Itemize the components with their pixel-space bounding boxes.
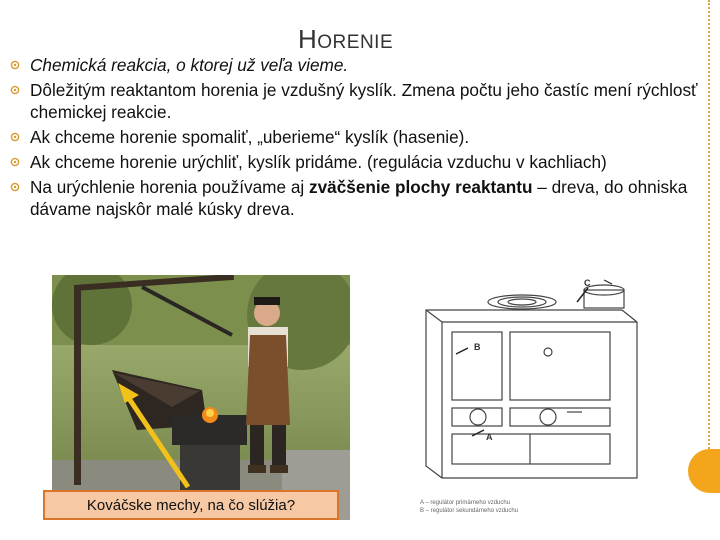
bullet-item	[8, 176, 698, 220]
bullet-text: zväčšenie plochy reaktantu	[308, 177, 533, 197]
bullet-item	[8, 126, 698, 148]
bullet-ring-icon	[10, 85, 20, 95]
bullet-item	[8, 54, 698, 76]
bullet-text: Chemická reakcia, o ktorej už veľa vieme.	[30, 55, 349, 75]
blacksmith-photo	[52, 275, 350, 520]
bullet-text: Dôležitým reaktantom horenia je vzdušný kyslík. Zmena počtu jeho častíc mení rýchlosť chemickej reakcie.	[30, 80, 698, 122]
title-rest: ORENIE	[317, 32, 394, 53]
dotted-line	[708, 0, 710, 452]
slide-title	[298, 24, 393, 55]
bullet-text: – dreva, do ohniska dávame najskôr malé kúsky dreva.	[30, 177, 688, 219]
title-initial: H	[298, 24, 318, 54]
stove-label-a: A	[486, 432, 493, 442]
bullet-item	[8, 151, 698, 173]
stove-label-b: B	[474, 342, 481, 352]
bullet-list	[8, 54, 698, 223]
blacksmith-illustration	[52, 275, 350, 520]
bullet-text: Na urýchlenie horenia používame aj	[30, 177, 309, 197]
bullet-ring-icon	[10, 182, 20, 192]
bullet-text: Ak chceme horenie urýchliť, kyslík pridáme. (regulácia vzduchu v kachliach)	[30, 152, 607, 172]
bullet-ring-icon	[10, 157, 20, 167]
bullet-item	[8, 79, 698, 123]
legend-line-a: A – regulátor primárneho vzduchu	[420, 500, 511, 506]
bullet-ring-icon	[10, 132, 20, 142]
orange-half-circle	[688, 449, 720, 493]
stove-drawing	[412, 270, 670, 500]
legend-line-b: B – regulátor sekundárneho vzduchu	[420, 508, 519, 514]
stove-label-c: C	[584, 278, 591, 288]
stove-diagram	[412, 270, 670, 500]
photo-caption: Kováčske mechy, na čo slúžia?	[43, 490, 339, 520]
stove-legend	[420, 499, 518, 515]
bullet-text: Ak chceme horenie spomaliť, „uberieme“ kyslík (hasenie).	[30, 127, 470, 147]
bullet-ring-icon	[10, 60, 20, 70]
